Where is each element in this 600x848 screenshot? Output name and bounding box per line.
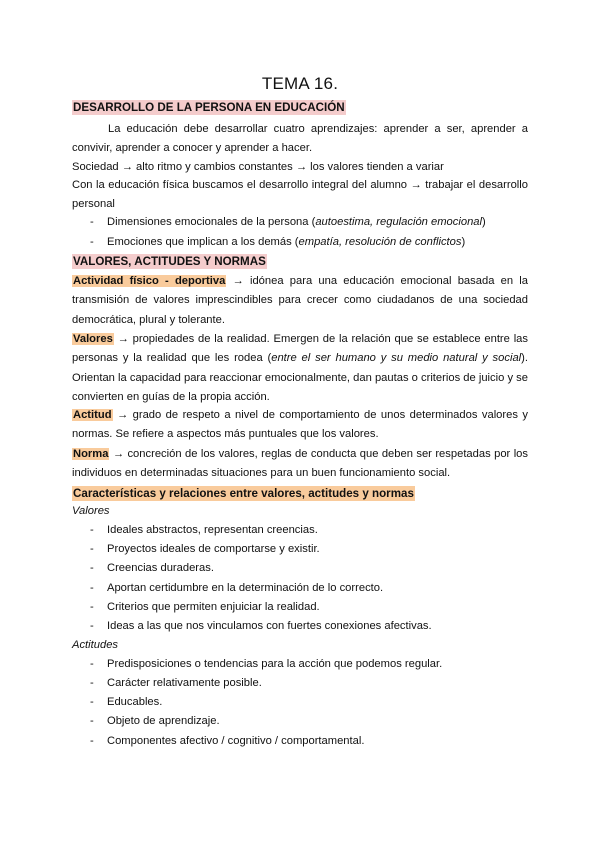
list-item: - Ideas a las que nos vinculamos con fuertes conexiones afectivas. bbox=[90, 620, 432, 632]
subheading-actitudes: Actitudes bbox=[72, 639, 119, 651]
bullet-dash: - bbox=[90, 715, 94, 727]
actitud-paragraph: Actitud → grado de respeto a nivel de comportamiento de unos determinados valores y normas. Se refiere a aspectos más puntuales que los valores. bbox=[72, 409, 528, 441]
list-item: - Predisposiciones o tendencias para la acción que podemos regular. bbox=[90, 658, 443, 670]
page-title: TEMA 16. bbox=[261, 74, 339, 93]
bullet-dash: - bbox=[90, 658, 94, 670]
intro-paragraph: La educación debe desarrollar cuatro aprendizajes: aprender a ser, aprender a convivir, aprender a conocer y aprender a hacer. bbox=[72, 123, 528, 155]
section-heading-caracteristicas: Características y relaciones entre valores, actitudes y normas bbox=[73, 487, 414, 500]
list-item: - Criterios que permiten enjuiciar la realidad. bbox=[90, 601, 320, 613]
bullet-dash: - bbox=[90, 562, 94, 574]
term-norma: Norma bbox=[73, 448, 109, 460]
bullet-dash: - bbox=[90, 620, 94, 632]
bullet-dash: - bbox=[90, 524, 94, 536]
term-actitud: Actitud bbox=[73, 409, 112, 421]
term-actividad: Actividad físico - deportiva bbox=[73, 275, 226, 287]
norma-paragraph: Norma → concreción de los valores, reglas de conducta que deben ser respetadas por los individuos en determinadas situaciones para un buen funcionamiento social. bbox=[72, 448, 528, 480]
list-item: - Aportan certidumbre en la determinación de lo correcto. bbox=[90, 582, 384, 594]
sociedad-line: Sociedad → alto ritmo y cambios constantes → los valores tienden a variar bbox=[72, 161, 444, 173]
list-item: - Proyectos ideales de comportarse y existir. bbox=[90, 543, 320, 555]
bullet-dash: - bbox=[90, 236, 94, 248]
list-item: - Componentes afectivo / cognitivo / comportamental. bbox=[90, 735, 365, 747]
bullet-dash: - bbox=[90, 216, 94, 228]
bullet-dash: - bbox=[90, 582, 94, 594]
list-item: - Objeto de aprendizaje. bbox=[90, 715, 220, 727]
list-item: - Carácter relativamente posible. bbox=[90, 677, 262, 689]
list-item: - Creencias duraderas. bbox=[90, 562, 214, 574]
subheading-valores: Valores bbox=[72, 505, 110, 517]
list-item: - Ideales abstractos, representan creencias. bbox=[90, 524, 318, 536]
section-heading-desarrollo: DESARROLLO DE LA PERSONA EN EDUCACIÓN bbox=[73, 101, 345, 114]
bullet-dash: - bbox=[90, 543, 94, 555]
bullet-dash: - bbox=[90, 601, 94, 613]
bullet-dash: - bbox=[90, 677, 94, 689]
list-item: - Dimensiones emocionales de la persona (autoestima, regulación emocional) bbox=[90, 216, 486, 228]
bullet-dash: - bbox=[90, 735, 94, 747]
list-item: - Emociones que implican a los demás (empatía, resolución de conflictos) bbox=[90, 236, 466, 248]
bullet-dash: - bbox=[90, 696, 94, 708]
list-item: - Educables. bbox=[90, 696, 163, 708]
valores-paragraph: Valores → propiedades de la realidad. Emergen de la relación que se establece entre las personas y la realidad que les rodea (entre el ser humano y su medio natural y social). Orientan la capacidad para reaccionar emocionalmente, dan pautas o criterios de juicio y se convierten en guías de la propia acción. bbox=[72, 333, 528, 403]
section-heading-valores: VALORES, ACTITUDES Y NORMAS bbox=[73, 255, 266, 268]
actividad-paragraph: Actividad físico - deportiva → idónea para una educación emocional basada en la transmisión de valores imprescindibles para crecer como ciudadanos de una sociedad democrática, plural y tolerante. bbox=[72, 275, 529, 326]
educacion-fisica-paragraph: Con la educación física buscamos el desarrollo integral del alumno → trabajar el desarrollo personal bbox=[72, 179, 528, 211]
term-valores: Valores bbox=[73, 333, 113, 345]
